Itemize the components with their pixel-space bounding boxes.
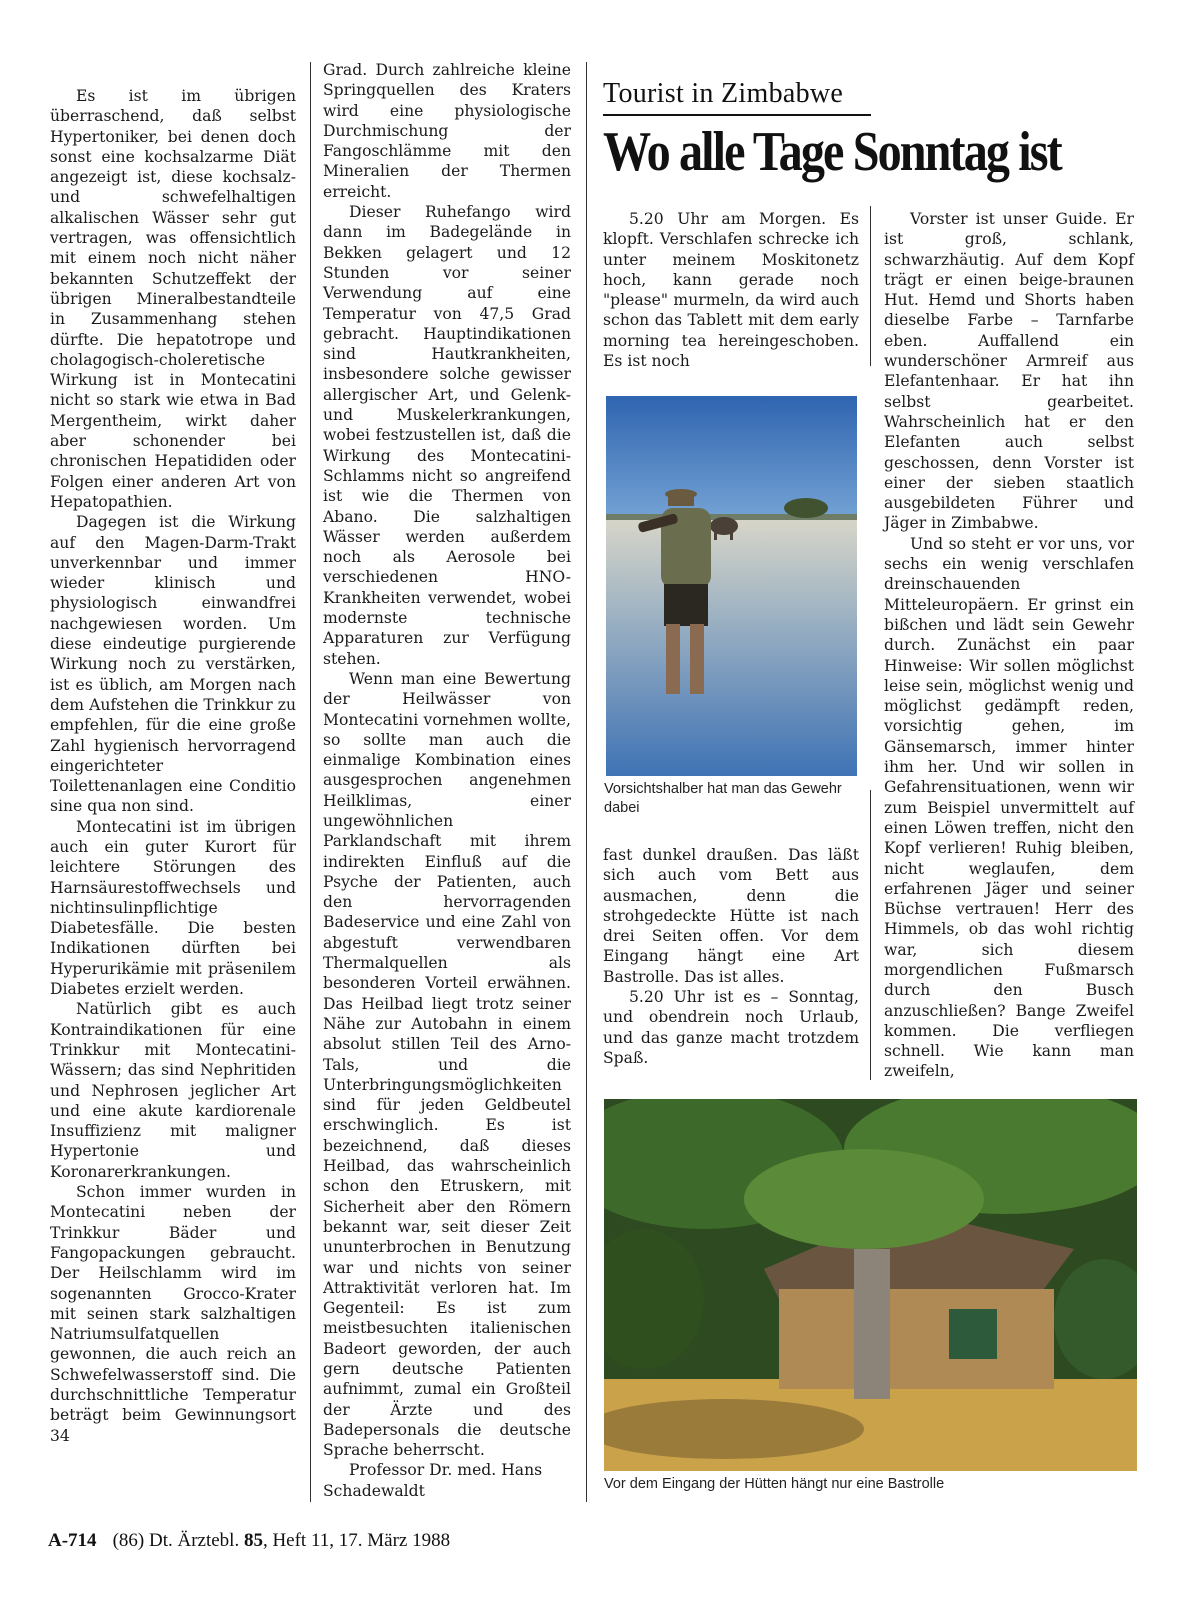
journal-citation: (86) Dt. Ärztebl. <box>112 1530 240 1551</box>
paragraph: Vorster ist unser Guide. Er ist groß, schlank, schwarzhäutig. Auf dem Kopf trägt er einen beige-braunen Hut. Hemd und Shorts haben dieselbe Farbe – Tarnfarbe eben. Auffallend ein wunderschöner Armreif aus Elefantenhaar. Er hat ihn selbst gearbeitet. Wahrscheinlich hat er den Elefanten auch selbst geschossen, denn Vorster ist einer der sieben staatlich ausgebildeten Führer und Jäger in Zimbabwe. <box>884 210 1134 533</box>
article-column-continued <box>603 845 859 1068</box>
paragraph: 5.20 Uhr ist es – Sonntag, und obendrein noch Urlaub, und das ganze macht trotzdem Spaß. <box>603 988 859 1067</box>
paragraph: Dieser Ruhefango wird dann im Badegelände in Bekken gelagert und 12 Stunden vor seiner Verwendung auf eine Temperatur von 47,5 Grad gebracht. Hauptindikationen sind Hautkrankheiten, insbesondere solche gewisser allergischer Art, und Gelenk- und Muskelerkrankungen, wobei festzustellen ist, daß die Wirkung des Montecatini-Schlamms nicht so angreifend ist wie die Thermen von Abano. Die salzhaltigen Wässer werden außerdem noch als Aerosole bei verschiedenen HNO-Krankheiten verwendet, wobei modernste technische Apparaturen zur Verfügung stehen. <box>323 203 571 668</box>
column-divider <box>870 206 871 366</box>
article-column-right <box>884 209 1134 1082</box>
safari-guide-photo <box>606 396 857 776</box>
hut-photo <box>604 1099 1137 1471</box>
author-signature: Professor Dr. med. Hans Schadewaldt <box>323 1461 543 1500</box>
paragraph: Grad. Durch zahlreiche kleine Springquellen des Kraters wird eine physiologische Durchmischung der Fangoschlämme mit den Mineralien der Thermen erreicht. <box>323 61 571 201</box>
kicker-underline <box>603 114 871 116</box>
journal-volume: 85 <box>243 1530 263 1551</box>
paragraph: Natürlich gibt es auch Kontraindikationen für eine Trinkkur mit Montecatini-Wässern; das sind Nephritiden und Nephrosen jeglicher Art und eine akute kardiorenale Insuffizienz mit maligner Hypertonie und Koronarerkrankungen. <box>50 1000 296 1181</box>
page-number: A-714 <box>48 1530 97 1551</box>
column-divider <box>586 62 587 1502</box>
page-footer <box>48 1530 450 1552</box>
column-left <box>50 86 296 1446</box>
paragraph: Es ist im übrigen überraschend, daß selbst Hypertoniker, bei denen doch sonst eine kochsalzarme Diät angezeigt ist, diese kochsalz- und schwefelhaltigen alkalischen Wässer sehr gut vertragen, was offensichtlich mit einem noch nicht näher bekannten Schutzeffekt der übrigen Mineralbestandteile in Zusammenhang stehen dürfte. Die hepatotrope und cholagogisch-choleretische Wirkung ist in Montecatini nicht so stark wie etwa in Bad Mergentheim, wirkt daher aber schonender bei chronischen Hepatididen oder Folgen einer anderen Art von Hepatopathien. <box>50 87 296 511</box>
paragraph: 5.20 Uhr am Morgen. Es klopft. Verschlafen schrecke ich unter meinem Moskitonetz hoch, kann gerade noch "please" murmeln, da wird auch schon das Tablett mit dem early morning tea hereingeschoben. Es ist noch <box>603 210 859 371</box>
paragraph: Dagegen ist die Wirkung auf den Magen-Darm-Trakt unverkennbar und immer wieder klinisch und physiologisch einwandfrei nachgewiesen worden. Um diese eindeutige purgierende Wirkung noch zu verstärken, ist es üblich, am Morgen nach dem Aufstehen die Trinkkur zu empfehlen, für die eine große Zahl hygienisch hervorragend eingerichteter Toilettenanlagen eine Conditio sine qua non sind. <box>50 513 296 816</box>
paragraph: Montecatini ist im übrigen auch ein guter Kurort für leichtere Störungen des Harnsäurestoffwechsels und nichtinsulinpflichtige Diabetesfälle. Die besten Indikationen dürften bei Hyperurikämie mit präsenilem Diabetes erzielt werden. <box>50 817 296 999</box>
article-headline: Wo alle Tage Sonntag ist <box>603 121 1061 183</box>
issue-date: , Heft 11, 17. März 1988 <box>262 1530 451 1551</box>
guide-with-rifle-image <box>606 396 857 776</box>
column-divider <box>310 62 311 1502</box>
photo-caption: Vor dem Eingang der Hütten hängt nur eine Bastrolle <box>604 1476 945 1492</box>
paragraph: Und so steht er vor uns, vor sechs ein wenig verschlafen dreinschauenden Mitteleuropäern. Er grinst ein bißchen und lädt sein Gewehr durch. Zunächst ein paar Hinweise: Wir sollen möglichst leise sein, möglichst wenig und möglichst gedämpft reden, vorsichtig gehen, im Gänsemarsch, immer hinter ihm her. Und wir sollen in Gefahrensituationen, wenn wir zum Beispiel unvermittelt auf einen Löwen treffen, nicht den Kopf verlieren! Ruhig bleiben, nicht weglaufen, dem erfahrenen Jäger und seiner Büchse vertrauen! Herr des Himmels, ob das wohl richtig war, sich diesem morgendlichen Fußmarsch durch den Busch anzuschließen? Bange Zweifel kommen. Die verfliegen schnell. Wie kann man zweifeln, <box>884 534 1134 1081</box>
paragraph: fast dunkel draußen. Das läßt sich auch vom Bett aus ausmachen, denn die strohgedeckte Hütte ist nach drei Seiten offen. Vor dem Eingang hängt eine Art Bastrolle. Das ist alles. <box>603 846 859 986</box>
article-kicker: Tourist in Zimbabwe <box>603 78 844 109</box>
paragraph: Wenn man eine Bewertung der Heilwässer von Montecatini vornehmen wollte, so sollte man auch die einmalige Kombination eines ausgesprochen angenehmen Heilklimas, einer ungewöhnlichen Parklandschaft mit ihrem indirekten Einfluß auf die Psyche der Patienten, auch den hervorragenden Badeservice und eine Zahl von abgestuft verwendbaren Thermalquellen als besonderen Vorteil erwähnen. Das Heilbad liegt trotz seiner Nähe zur Autobahn in einem absolut stillen Teil des Arno-Tals, und die Unterbringungsmöglichkeiten sind für jeden Geldbeutel erschwinglich. Es ist bezeichnend, daß dieses Heilbad, das wahrscheinlich schon den Etruskern, mit Sicherheit aber den Römern bekannt war, seit dieser Zeit ununterbrochen in Benutzung war und nichts von seiner Attraktivität verloren hat. Im Gegenteil: Es ist zum meistbesuchten italienischen Badeort geworden, der auch gern deutsche Patienten aufnimmt, zumal ein Großteil der Ärzte und des Badepersonals die deutsche Sprache beherrscht. <box>323 669 571 1460</box>
article-column-intro <box>603 209 859 371</box>
thatched-hut-image <box>604 1099 1137 1471</box>
paragraph: Schon immer wurden in Montecatini neben der Trinkkur Bäder und Fangopackungen gebraucht. Der Heilschlamm wird im sogenannten Grocco-Krater mit seinen stark salzhaltigen Natriumsulfatquellen gewonnen, die auch reich an Schwefelwasserstoff sind. Die durchschnittliche Temperatur beträgt beim Gewinnungsort 34 <box>50 1183 296 1445</box>
photo-caption: Vorsichtshalber hat man das Gewehr dabei <box>604 781 842 816</box>
column-second <box>323 60 571 1501</box>
column-divider <box>870 790 871 1080</box>
